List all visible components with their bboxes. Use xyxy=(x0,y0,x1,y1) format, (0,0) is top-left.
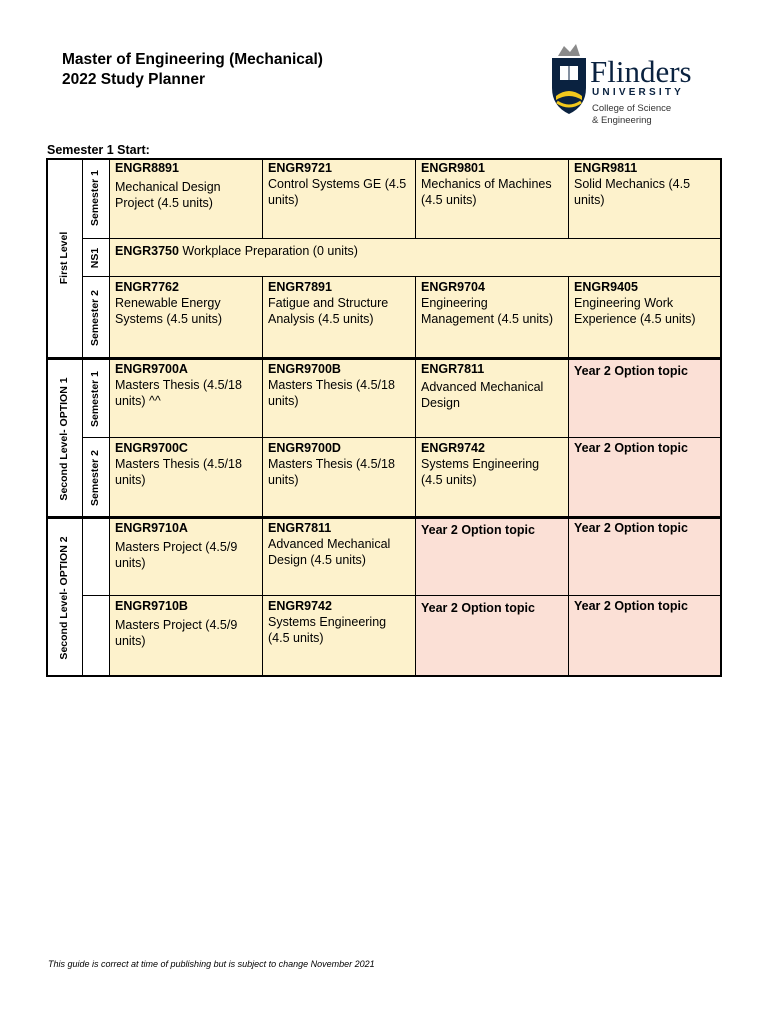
footer-disclaimer: This guide is correct at time of publishing but is subject to change November 2021 xyxy=(48,959,375,969)
topic-cell xyxy=(110,438,263,518)
topic-code: ENGR9710B xyxy=(115,599,188,613)
topic-name: Masters Thesis (4.5/18 units) ^^ xyxy=(115,378,242,408)
logo-college-line1: College of Science xyxy=(592,103,672,114)
topic-code: ENGR7762 xyxy=(115,280,179,294)
option-topic-cell xyxy=(416,518,569,596)
semester-start-label: Semester 1 Start: xyxy=(47,143,150,157)
topic-name: Systems Engineering (4.5 units) xyxy=(421,457,540,487)
level-label: First Level xyxy=(58,231,70,285)
topic-cell xyxy=(263,359,416,438)
period-cell xyxy=(83,277,110,359)
topic-code: ENGR7811 xyxy=(268,521,332,535)
page-subtitle: 2022 Study Planner xyxy=(62,71,206,88)
topic-cell xyxy=(263,158,416,239)
topic-code: ENGR3750 xyxy=(115,244,179,258)
logo-college-line2: & Engineering xyxy=(592,115,652,126)
topic-cell xyxy=(263,596,416,677)
logo-wordmark: Flinders xyxy=(590,54,692,89)
level-divider xyxy=(46,357,722,360)
option-topic-label: Year 2 Option topic xyxy=(574,441,688,455)
topic-code: ENGR9710A xyxy=(115,521,188,535)
period-cell xyxy=(83,438,110,518)
topic-name: Masters Thesis (4.5/18 units) xyxy=(115,457,242,487)
option-topic-label: Year 2 Option topic xyxy=(574,521,688,535)
topic-name: Engineering Management (4.5 units) xyxy=(421,296,554,326)
topic-code: ENGR7891 xyxy=(268,280,332,294)
topic-code: ENGR9700D xyxy=(268,441,341,455)
topic-cell xyxy=(416,359,569,438)
topic-cell xyxy=(416,277,569,359)
period-label: NS1 xyxy=(89,247,101,269)
flinders-logo xyxy=(546,40,716,132)
level-first-cell xyxy=(46,158,83,359)
option-topic-cell xyxy=(416,596,569,677)
level-option1-cell xyxy=(46,359,83,518)
topic-name: Engineering Work Experience (4.5 units) xyxy=(574,296,696,326)
topic-name: Advanced Mechanical Design xyxy=(421,380,544,410)
topic-name: Masters Project (4.5/9 units) xyxy=(115,618,238,648)
period-cell-empty xyxy=(83,596,110,677)
topic-code: ENGR9801 xyxy=(421,161,485,175)
period-label: Semester 2 xyxy=(89,449,101,507)
level-option2-cell xyxy=(46,518,83,677)
topic-name: Masters Project (4.5/9 units) xyxy=(115,540,238,570)
option-topic-label: Year 2 Option topic xyxy=(421,523,535,537)
topic-code: ENGR9811 xyxy=(574,161,638,175)
logo-university: UNIVERSITY xyxy=(592,87,685,98)
page-title: Master of Engineering (Mechanical) xyxy=(62,51,323,68)
topic-code: ENGR7811 xyxy=(421,362,485,376)
topic-code: ENGR9700A xyxy=(115,362,188,376)
option-topic-cell xyxy=(569,438,722,518)
topic-cell xyxy=(263,438,416,518)
topic-cell xyxy=(110,518,263,596)
topic-cell xyxy=(569,158,722,239)
topic-name: Renewable Energy Systems (4.5 units) xyxy=(115,296,222,326)
option-topic-cell xyxy=(569,359,722,438)
topic-cell xyxy=(110,158,263,239)
topic-cell xyxy=(263,518,416,596)
option-topic-cell xyxy=(569,596,722,677)
topic-cell xyxy=(416,158,569,239)
study-planner-table xyxy=(46,158,722,677)
level-divider xyxy=(46,516,722,519)
topic-cell xyxy=(569,277,722,359)
option-topic-label: Year 2 Option topic xyxy=(574,364,688,378)
topic-code: ENGR9721 xyxy=(268,161,332,175)
topic-name: Control Systems GE (4.5 units) xyxy=(268,177,407,207)
period-cell xyxy=(83,239,110,277)
topic-cell xyxy=(416,438,569,518)
option-topic-label: Year 2 Option topic xyxy=(574,599,688,613)
topic-cell xyxy=(263,277,416,359)
topic-cell xyxy=(110,596,263,677)
period-cell-empty xyxy=(83,518,110,596)
topic-code: ENGR9700B xyxy=(268,362,341,376)
topic-name: Masters Thesis (4.5/18 units) xyxy=(268,457,395,487)
topic-name: Solid Mechanics (4.5 units) xyxy=(574,177,691,207)
period-cell xyxy=(83,359,110,438)
level-label: Second Level- OPTION 2 xyxy=(58,536,70,660)
option-topic-label: Year 2 Option topic xyxy=(421,601,535,615)
option-topic-cell xyxy=(569,518,722,596)
topic-name: Mechanical Design Project (4.5 units) xyxy=(115,180,221,210)
period-cell xyxy=(83,158,110,239)
topic-code: ENGR8891 xyxy=(115,161,179,175)
level-label: Second Level- OPTION 1 xyxy=(58,377,70,501)
topic-name: Systems Engineering (4.5 units) xyxy=(268,615,387,645)
period-label: Semester 1 xyxy=(89,370,101,428)
topic-name: Masters Thesis (4.5/18 units) xyxy=(268,378,395,408)
period-label: Semester 1 xyxy=(89,169,101,227)
topic-code: ENGR9704 xyxy=(421,280,485,294)
topic-name: Fatigue and Structure Analysis (4.5 units) xyxy=(268,296,389,326)
period-label: Semester 2 xyxy=(89,289,101,347)
ns1-topic-cell xyxy=(110,239,722,277)
topic-code: ENGR9742 xyxy=(421,441,485,455)
topic-code: ENGR9700C xyxy=(115,441,188,455)
topic-name: Mechanics of Machines (4.5 units) xyxy=(421,177,552,207)
topic-code: ENGR9742 xyxy=(268,599,332,613)
topic-name: Workplace Preparation (0 units) xyxy=(182,244,358,258)
topic-cell xyxy=(110,359,263,438)
topic-cell xyxy=(110,277,263,359)
topic-code: ENGR9405 xyxy=(574,280,638,294)
topic-name: Advanced Mechanical Design (4.5 units) xyxy=(268,537,391,567)
